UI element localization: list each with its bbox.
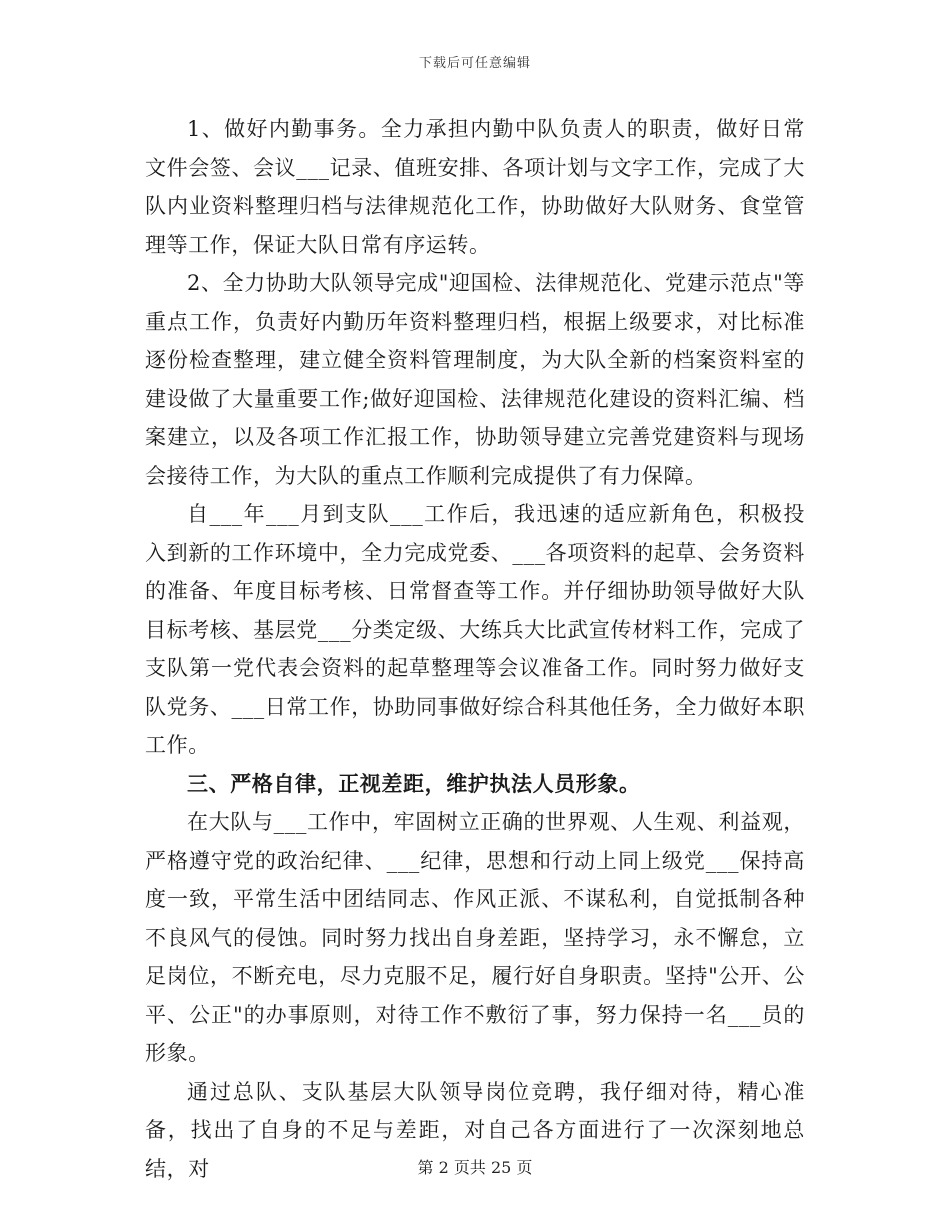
page-header: 下载后可任意编辑 bbox=[418, 56, 531, 71]
paragraph-self-discipline: 在大队与___工作中，牢固树立正确的世界观、人生观、利益观，严格遵守党的政治纪律、___纪律，思想和行动上同上级党___保持高度一致，平常生活中团结同志、作风正派、不谋私利，自觉抵制各种不良风气的侵蚀。同时努力找出自身差距，坚持学习，永不懈怠，立足岗位，不断充电，尽力克服不足，履行好自身职责。坚持"公开、公平、公正"的办事原则，对待工作不敷衍了事，努力保持一名___员的形象。 bbox=[145, 810, 805, 1065]
paragraph-competition: 通过总队、支队基层大队领导岗位竞聘，我仔细对待，精心准备，找出了自身的不足与差距，对自己各方面进行了一次深刻地总结，对 bbox=[145, 1079, 805, 1181]
paragraph-key-work-support: 2、全力协助大队领导完成"迎国检、法律规范化、党建示范点"等重点工作，负责好内勤历年资料整理归档，根据上级要求，对比标准逐份检查整理，建立健全资料管理制度，为大队全新的档案资料室的建设做了大量重要工作;做好迎国检、法律规范化建设的资料汇编、档案建立，以及各项工作汇报工作，协助领导建立完善党建资料与现场会接待工作，为大队的重点工作顺利完成提供了有力保障。 bbox=[145, 271, 805, 488]
paragraph-detachment-work: 自___年___月到支队___工作后，我迅速的适应新角色，积极投入到新的工作环境中，全力完成党委、___各项资料的起草、会务资料的准备、年度目标考核、日常督查等工作。并仔细协助领导做好大队目标考核、基层党___分类定级、大练兵大比武宣传材料工作，完成了支队第一党代表会资料的起草整理等会议准备工作。同时努力做好支队党务、___日常工作，协助同事做好综合科其他任务，全力做好本职工作。 bbox=[145, 502, 805, 757]
section-heading-self-discipline: 三、严格自律，正视差距，维护执法人员形象。 bbox=[187, 770, 641, 796]
page-number-footer: 第 2 页共 25 页 bbox=[417, 1158, 533, 1177]
document-body bbox=[145, 110, 805, 1188]
paragraph-internal-affairs: 1、做好内勤事务。全力承担内勤中队负责人的职责，做好日常文件会签、会议___记录、值班安排、各项计划与文字工作，完成了大队内业资料整理归档与法律规范化工作，协助做好大队财务、食堂管理等工作，保证大队日常有序运转。 bbox=[145, 117, 805, 257]
